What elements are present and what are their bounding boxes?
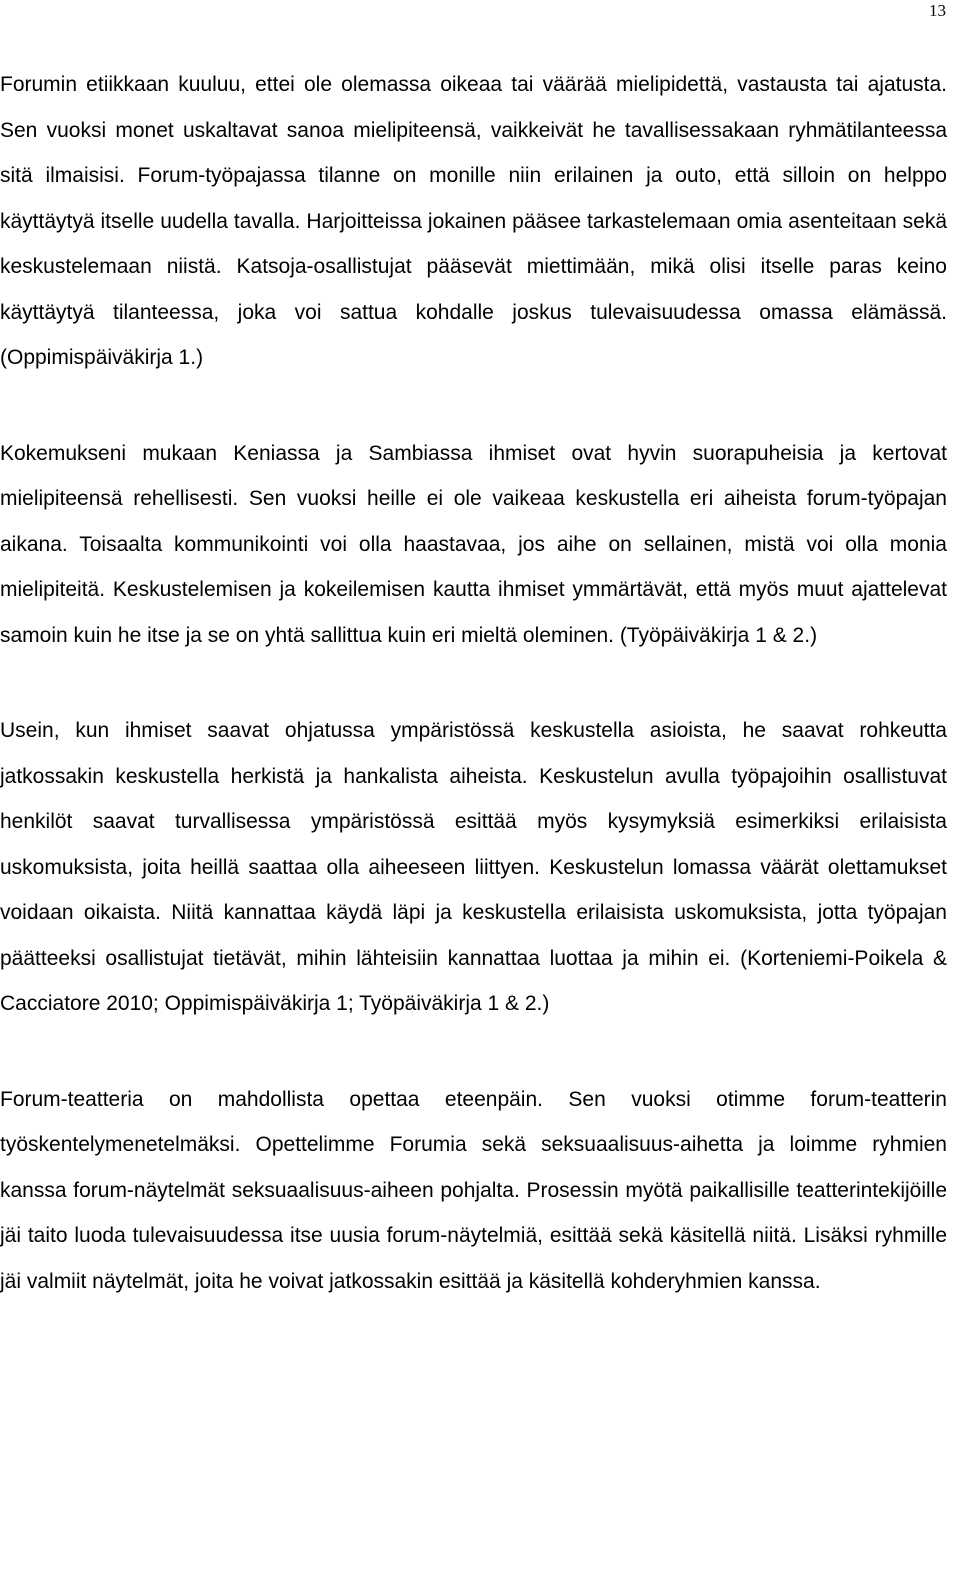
paragraph-forum-ethics: Forumin etiikkaan kuuluu, ettei ole olemassa oikeaa tai väärää mielipidettä, vastausta tai ajatusta. Sen vuoksi monet uskaltavat sanoa mielipiteensä, vaikkeivät he tavallisessakaan ryhmätilanteessa sitä ilmaisisi. Forum-työpajassa tilanne on monille niin erilainen ja outo, että silloin on helppo käyttäytyä itselle uudella tavalla. Harjoitteissa jokainen pääsee tarkastelemaan omia asenteitaan sekä keskustelemaan niistä. Katsoja-osallistujat pääsevät miettimään, mikä olisi itselle paras keino käyttäytyä tilanteessa, joka voi sattua kohdalle joskus tulevaisuudessa omassa elämässä. (Oppimispäiväkirja 1.) [0,73,947,369]
body-text [0,62,947,1304]
paragraph-kenya-zambia-experience: Kokemukseni mukaan Keniassa ja Sambiassa ihmiset ovat hyvin suorapuheisia ja kertovat mielipiteensä rehellisesti. Sen vuoksi heille ei ole vaikeaa keskustella eri aiheista forum-työpajan aikana. Toisaalta kommunikointi voi olla haastavaa, jos aihe on sellainen, mistä voi olla monia mielipiteitä. Keskustelemisen ja kokeilemisen kautta ihmiset ymmärtävät, että myös muut ajattelevat samoin kuin he itse ja se on yhtä sallittua kuin eri mieltä oleminen. (Työpäiväkirja 1 & 2.) [0,441,947,647]
page-number: 13 [929,1,946,20]
paragraph-guided-discussion: Usein, kun ihmiset saavat ohjatussa ympäristössä keskustella asioista, he saavat rohkeutta jatkossakin keskustella herkistä ja hankalista aiheista. Keskustelun avulla työpajoihin osallistuvat henkilöt saavat turvallisessa ympäristössä esittää myös kysymyksiä esimerkiksi erilaisista uskomuksista, joita heillä saattaa olla aiheeseen liittyen. Keskustelun lomassa väärät olettamukset voidaan oikaista. Niitä kannattaa käydä läpi ja keskustella erilaisista uskomuksista, jotta työpajan päätteeksi osallistujat tietävät, mihin lähteisiin kannattaa luottaa ja mihin ei. (Korteniemi-Poikela & Cacciatore 2010; Oppimispäiväkirja 1; Työpäiväkirja 1 & 2.) [0,719,947,1015]
paragraph-teaching-forward: Forum-teatteria on mahdollista opettaa eteenpäin. Sen vuoksi otimme forum-teatterin työskentelymenetelmäksi. Opettelimme Forumia sekä seksuaalisuus-aihetta ja loimme ryhmien kanssa forum-näytelmät seksuaalisuus-aiheen pohjalta. Prosessin myötä paikallisille teatterintekijöille jäi taito luoda tulevaisuudessa itse uusia forum-näytelmiä, esittää sekä käsitellä niitä. Lisäksi ryhmille jäi valmiit näytelmät, joita he voivat jatkossakin esittää ja käsitellä kohderyhmien kanssa. [0,1087,947,1293]
